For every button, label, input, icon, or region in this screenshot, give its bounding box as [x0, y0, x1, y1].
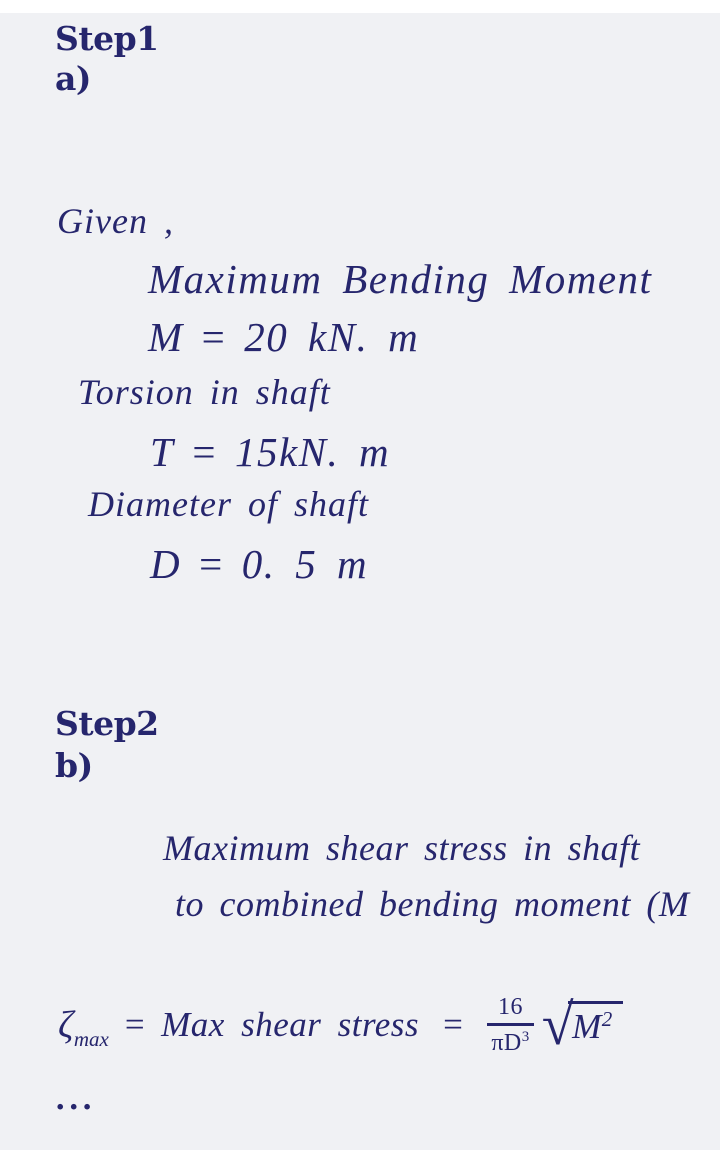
ellipsis: ... — [55, 1082, 96, 1117]
equals-sign: = — [124, 1005, 146, 1044]
zeta-symbol — [58, 1003, 109, 1051]
shear-stress-desc-line2: to combined bending moment (M — [175, 884, 690, 924]
bending-moment-label: Maximum Bending Moment — [148, 256, 653, 302]
radicand-exponent: 2 — [601, 1007, 613, 1032]
fraction-numerator: 16 — [498, 994, 524, 1020]
equation-lhs: D — [150, 541, 182, 587]
radical-sign: √ — [541, 992, 575, 1058]
zeta-glyph: ζ — [58, 1004, 74, 1046]
square-root — [541, 992, 623, 1058]
equation-rhs: 15kN. m — [234, 429, 391, 475]
step1-heading: Step1 — [55, 19, 159, 58]
shear-stress-formula — [58, 993, 623, 1057]
equals-sign: = — [199, 541, 224, 587]
top-white-band — [0, 0, 720, 13]
equation-lhs: T — [150, 429, 175, 475]
zeta-subscript: max — [73, 1027, 109, 1051]
radicand-base: M — [572, 1007, 602, 1047]
shear-stress-desc-line1: Maximum shear stress in shaft — [163, 828, 641, 868]
diameter-equation — [150, 541, 369, 587]
torsion-label: Torsion in shaft — [78, 372, 331, 412]
fraction-denominator — [487, 1023, 533, 1055]
equation-rhs: 0. 5 m — [241, 541, 369, 587]
fraction-denominator-base: πD — [491, 1030, 522, 1056]
torsion-equation — [150, 429, 391, 475]
part-label-b: b) — [55, 746, 93, 785]
equals-sign: = — [201, 314, 227, 360]
equation-rhs: 20 kN. m — [244, 314, 420, 360]
diameter-label: Diameter of shaft — [88, 484, 369, 524]
fraction-denominator-exponent: 3 — [521, 1029, 530, 1045]
equation-lhs: M — [148, 314, 184, 360]
equals-sign: = — [192, 429, 217, 475]
fraction — [487, 995, 533, 1055]
formula-middle-text: Max shear stress — [161, 1005, 420, 1044]
given-label: Given , — [57, 201, 174, 241]
step2-heading: Step2 — [55, 704, 159, 743]
part-label-a: a) — [55, 59, 91, 98]
bending-moment-equation — [148, 314, 420, 360]
equals-sign: = — [443, 1005, 464, 1044]
radicand — [568, 1001, 623, 1047]
